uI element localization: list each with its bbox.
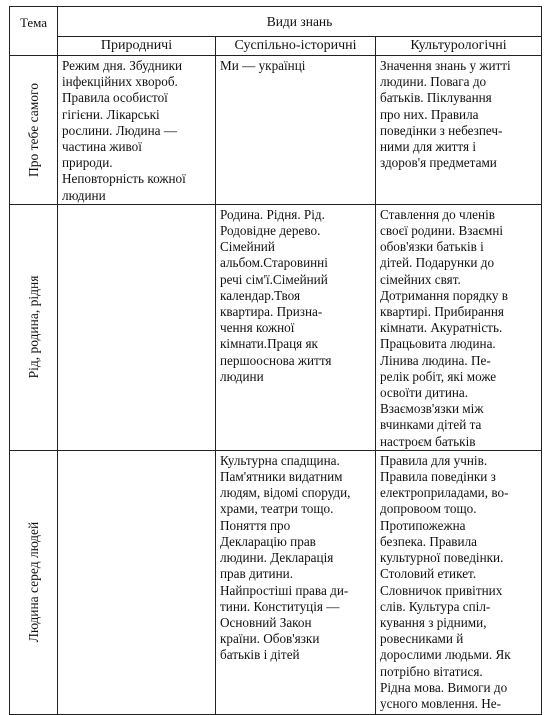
header-row-1 — [10, 7, 542, 37]
topic-label: Про тебе самого — [25, 82, 41, 177]
social-cell: Культурна спадщина. Пам'ятники видатним людям, відомі споруди, храми, театри тощо. Поняття про Декларацію прав людини. Декларація прав дитини. Найпростіші права ди- тини. Конституція — Основний Закон країни. Обов'язки батьків і дітей — [216, 450, 376, 714]
cultural-cell: Правила для учнів. Правила поведінки з електроприладами, во- допровоом тощо. Протипожежна безпека. Правила культурної поведінки. Столовий етикет. Словничок привітних слів. Культура спіл- кування з рідними, ровесниками й дорослими людьми. Як потрібно вітатися. Рідна мова. Вимоги до усного мовлення. Не- — [376, 450, 542, 714]
natural-cell — [58, 450, 216, 714]
topic-cell — [10, 56, 58, 205]
topic-label: Людина серед людей — [25, 522, 41, 643]
knowledge-types-header: Види знань — [58, 7, 542, 37]
column-header-cultural: Культурологічні — [376, 37, 542, 56]
knowledge-types-table — [9, 6, 542, 715]
header-row-2 — [10, 37, 542, 56]
natural-cell: Режим дня. Збудники інфекційних хвороб. Правила особистої гігієни. Лікарські рослини. Людина — частина живої природи. Неповторність кожної людини — [58, 56, 216, 205]
cultural-cell: Ставлення до членів своєї родини. Взаємні обов'язки батьків і дітей. Подарунки до сімейних свят. Дотримання порядку в квартирі. Прибирання кімнати. Акуратність. Працьовита людина. Лінива людина. Пе- релік робіт, які може освоїти дитина. Взаємозв'язки між вчинками дітей та настроєм батьків — [376, 204, 542, 450]
column-header-social-historical: Суспільно-історичні — [216, 37, 376, 56]
table-row — [10, 204, 542, 450]
table-row — [10, 56, 542, 205]
table-row — [10, 450, 542, 714]
topic-cell — [10, 450, 58, 714]
social-cell: Ми — українці — [216, 56, 376, 205]
social-cell: Родина. Рідня. Рід. Родовідне дерево. Сімейний альбом.Старовинні речі сім'ї.Сімейний календар.Твоя квартира. Призна- чення кожної кімнати.Праця як першооснова життя людини — [216, 204, 376, 450]
topic-cell — [10, 204, 58, 450]
natural-cell — [58, 204, 216, 450]
column-header-natural: Природничі — [58, 37, 216, 56]
topic-label: Рід, родина, рідня — [25, 275, 41, 379]
knowledge-types-table-page — [9, 6, 541, 711]
cultural-cell: Значення знань у житті людини. Повага до батьків. Піклування про них. Правила поведінки з небезпеч- ними для життя і здоров'я предметами — [376, 56, 542, 205]
tema-header: Тема — [10, 7, 58, 56]
